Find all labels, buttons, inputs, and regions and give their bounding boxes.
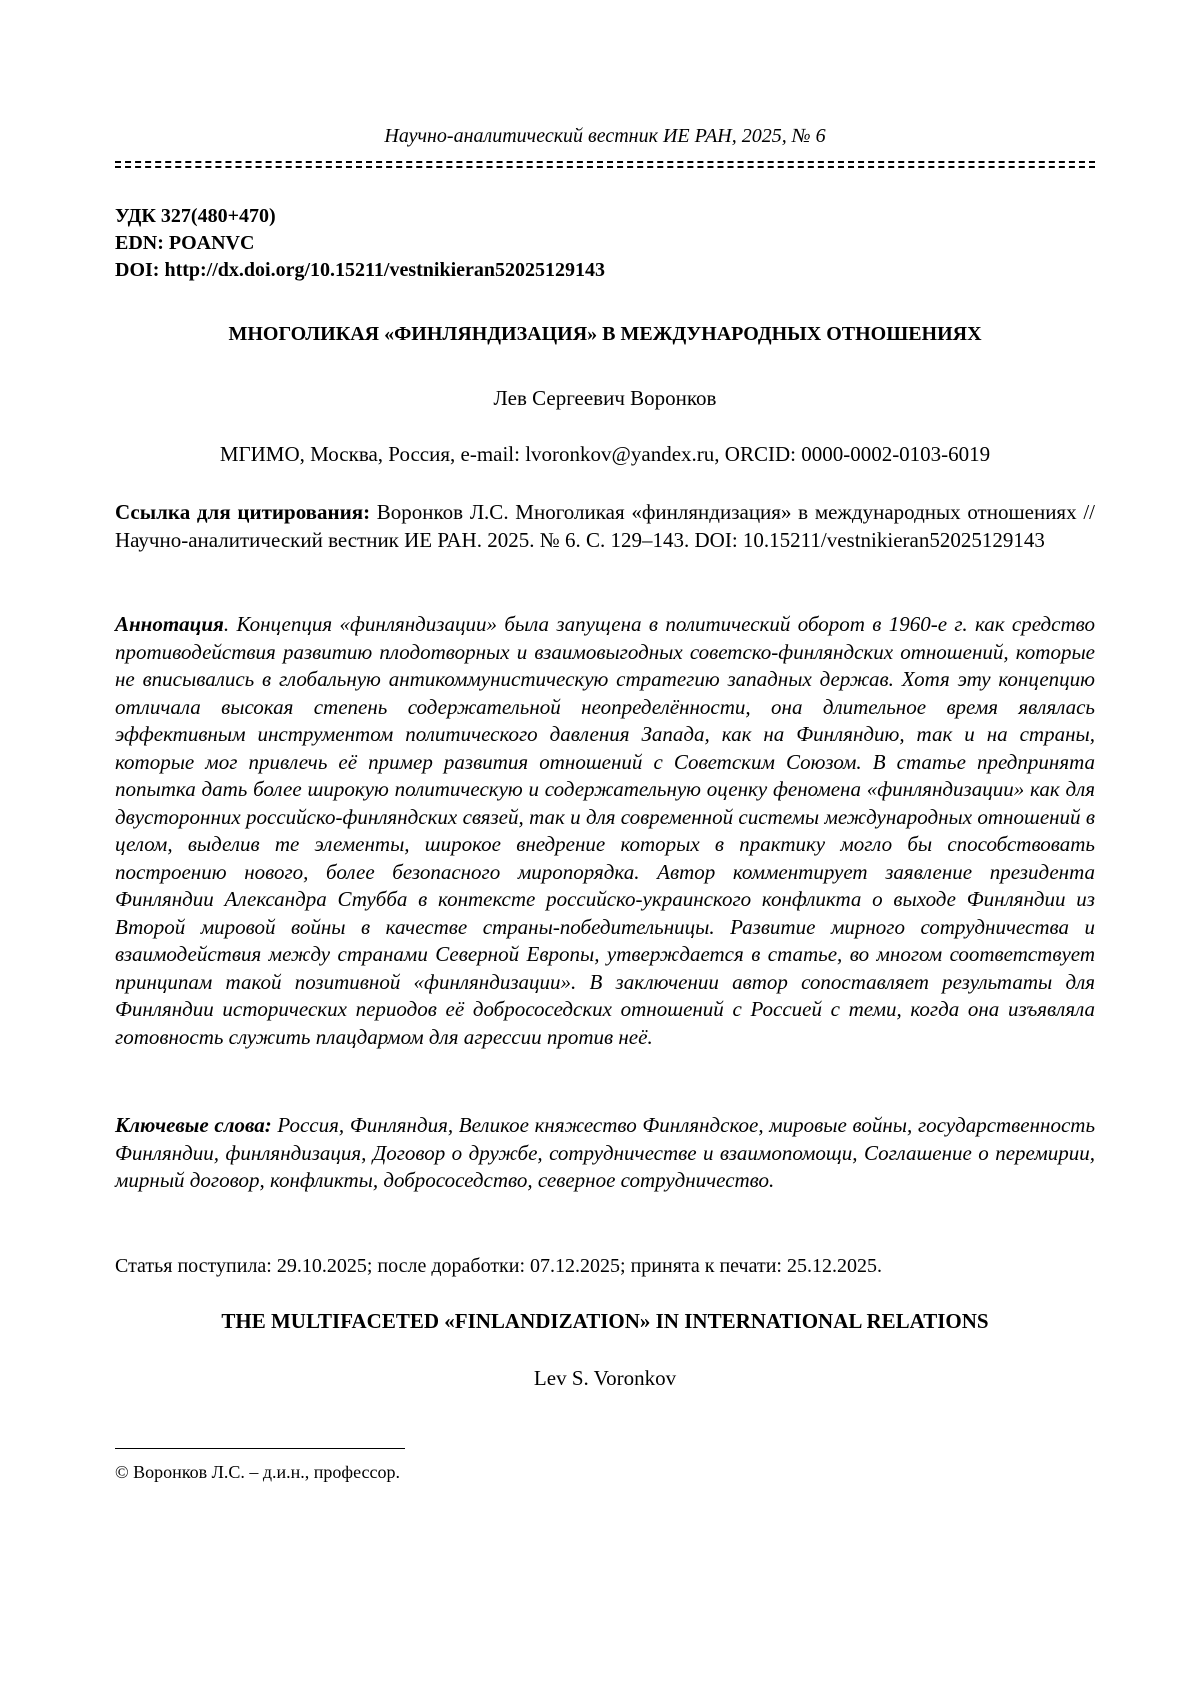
- article-title-en: THE MULTIFACETED «FINLANDIZATION» IN INTERNATIONAL RELATIONS: [221, 1309, 989, 1333]
- keywords-block: [115, 1112, 1095, 1195]
- udc-code: УДК 327(480+470): [115, 205, 276, 227]
- keywords-label: Ключевые слова:: [115, 1113, 272, 1137]
- running-head: Научно-аналитический вестник ИЕ РАН, 2025, № 6: [384, 125, 826, 147]
- footnote-separator: [115, 1448, 405, 1449]
- author-name-en: Lev S. Voronkov: [533, 1366, 677, 1390]
- abstract-label: Аннотация: [115, 612, 224, 636]
- author-affiliation: МГИМО, Москва, Россия, e-mail: lvoronkov@yandex.ru, ORCID: 0000-0002-0103-6019: [219, 442, 991, 466]
- citation-block: [115, 498, 1095, 554]
- citation-label: Ссылка для цитирования:: [115, 500, 371, 524]
- article-dates: Статья поступила: 29.10.2025; после доработки: 07.12.2025; принята к печати: 25.12.2025.: [115, 1255, 882, 1277]
- keywords-text: Россия, Финляндия, Великое княжество Финляндское, мировые войны, государственность Финляндии, финляндизация, Договор о дружбе, сотрудничестве и взаимопомощи, Соглашение о перемирии, мирный договор, конфликты, добрососедство, северное сотрудничество.: [115, 1113, 1095, 1192]
- header-double-rule-top: [115, 161, 1095, 163]
- abstract-block: [115, 611, 1095, 1051]
- abstract-text: . Концепция «финляндизации» была запущена в политический оборот в 1960-е г. как средство противодействия развитию плодотворных и взаимовыгодных советско-финляндских отношений, которые не вписывались в глобальную антикоммунистическую стратегию западных держав. Хотя эту концепцию отличала высокая степень содержательной неопределённости, она длительное время являлась эффективным инструментом политического давления Запада, как на Финляндию, так и на страны, которые мог привлечь её пример развития отношений с Советским Союзом. В статье предпринята попытка дать более широкую политическую и содержательную оценку феномена «финляндизации» как для двусторонних российско-финляндских связей, так и для современной системы международных отношений в целом, выделив те элементы, широкое внедрение которых в практику могло бы способствовать построению нового, более безопасного миропорядка. Автор комментирует заявление президента Финляндии Александра Стубба в контексте российско-украинского конфликта о выходе Финляндии из Второй мировой войны в качестве страны-победительницы. Развитие мирного сотрудничества и взаимодействия между странами Северной Европы, утверждается в статье, во многом соответствует принципам такой позитивной «финляндизации». В заключении автор сопоставляет результаты для Финляндии исторических периодов её добрососедских отношений с Россией с теми, когда она изъявляла готовность служить плацдармом для агрессии против неё.: [115, 612, 1095, 1049]
- header-double-rule-bottom: [115, 166, 1095, 168]
- edn-code: EDN: POANVC: [115, 232, 255, 254]
- doi-link[interactable]: DOI: http://dx.doi.org/10.15211/vestnikieran52025129143: [115, 259, 606, 281]
- author-name-ru: Лев Сергеевич Воронков: [493, 386, 717, 410]
- citation-text: Воронков Л.С. Многоликая «финляндизация» в международных отношениях // Научно-аналитический вестник ИЕ РАН. 2025. № 6. С. 129–143. DOI: 10.15211/vestnikieran52025129143: [115, 500, 1095, 552]
- article-title-ru: МНОГОЛИКАЯ «ФИНЛЯНДИЗАЦИЯ» В МЕЖДУНАРОДНЫХ ОТНОШЕНИЯХ: [228, 323, 982, 345]
- footnote: © Воронков Л.С. – д.и.н., профессор.: [115, 1462, 400, 1482]
- article-metadata: [115, 203, 1095, 284]
